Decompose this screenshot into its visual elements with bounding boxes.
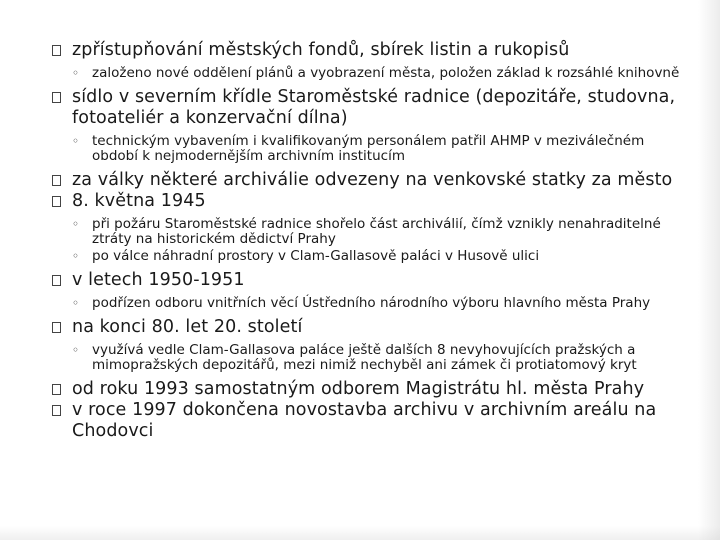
bullet-item <box>50 191 690 212</box>
bullet-item <box>50 87 690 129</box>
bullet-text: 8. května 1945 <box>72 191 206 211</box>
sub-bullet-item <box>50 217 690 247</box>
circle-bullet-icon: ◦ <box>72 249 80 263</box>
sub-bullet-text: po válce náhradní prostory v Clam-Gallasově paláci v Husově ulici <box>92 248 540 264</box>
bullet-item <box>50 170 690 191</box>
bullet-item <box>50 317 690 338</box>
sub-bullet-item <box>50 249 690 264</box>
circle-bullet-icon: ◦ <box>72 66 80 80</box>
sub-bullet-item <box>50 296 690 311</box>
slide-frame-bottom <box>0 526 720 540</box>
bullet-item <box>50 379 690 400</box>
circle-bullet-icon: ◦ <box>72 217 80 231</box>
square-bullet-icon <box>52 275 61 286</box>
square-bullet-icon <box>52 384 61 395</box>
sub-bullet-text: technickým vybavením i kvalifikovaným personálem patřil AHMP v meziválečném období k nejmodernějším archivním institucím <box>92 133 645 164</box>
bullet-text: sídlo v severním křídle Staroměstské radnice (depozitáře, studovna, fotoateliér a konzervační dílna) <box>72 87 676 128</box>
sub-bullet-text: založeno nové oddělení plánů a vyobrazení města, položen základ k rozsáhlé knihovně <box>92 65 680 81</box>
bullet-text: na konci 80. let 20. století <box>72 317 303 337</box>
circle-bullet-icon: ◦ <box>72 296 80 310</box>
sub-bullet-item <box>50 66 690 81</box>
sub-bullet-text: využívá vedle Clam-Gallasova paláce ještě dalších 8 nevyhovujících pražských a mimopražských depozitářů, mezi nimiž nechyběl ani zámek či protiatomový kryt <box>92 342 637 373</box>
sub-bullet-text: podřízen odboru vnitřních věcí Ústředního národního výboru hlavního města Prahy <box>92 295 651 311</box>
bullet-item <box>50 40 690 61</box>
square-bullet-icon <box>52 322 61 333</box>
sub-bullet-item <box>50 134 690 164</box>
bullet-text: v roce 1997 dokončena novostavba archivu v archivním areálu na Chodovci <box>72 400 657 441</box>
bullet-text: v letech 1950-1951 <box>72 270 245 290</box>
square-bullet-icon <box>52 196 61 207</box>
square-bullet-icon <box>52 405 61 416</box>
square-bullet-icon <box>52 45 61 56</box>
bullet-text: od roku 1993 samostatným odborem Magistrátu hl. města Prahy <box>72 379 645 399</box>
circle-bullet-icon: ◦ <box>72 134 80 148</box>
bullet-text: zpřístupňování městských fondů, sbírek listin a rukopisů <box>72 40 570 60</box>
bullet-item <box>50 270 690 291</box>
sub-bullet-text: při požáru Staroměstské radnice shořelo část archiválií, čímž vznikly nenahraditelné ztráty na historickém dědictví Prahy <box>92 216 661 247</box>
square-bullet-icon <box>52 175 61 186</box>
sub-bullet-item <box>50 343 690 373</box>
slide-frame-right <box>698 0 720 540</box>
circle-bullet-icon: ◦ <box>72 343 80 357</box>
square-bullet-icon <box>52 92 61 103</box>
bullet-item <box>50 400 690 442</box>
bullet-text: za války některé archiválie odvezeny na venkovské statky za město <box>72 170 673 190</box>
slide-content <box>50 40 690 442</box>
